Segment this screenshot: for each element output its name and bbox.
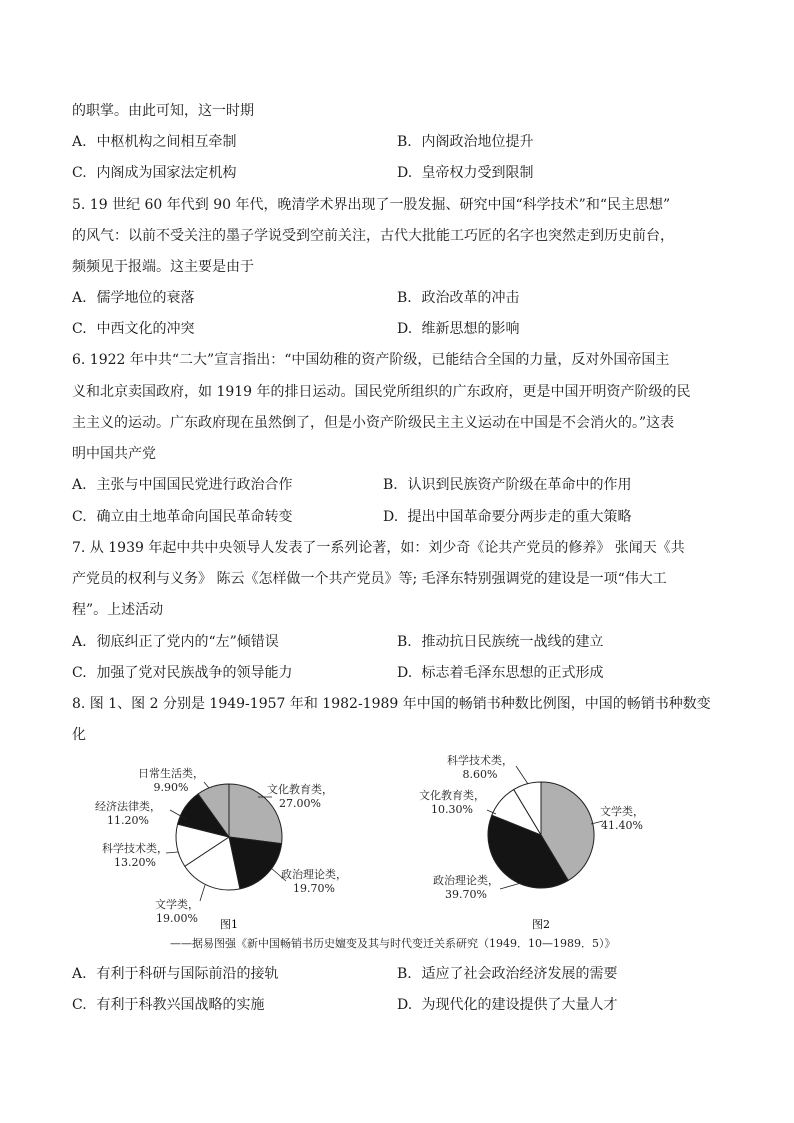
chart1-slice-value-label: 11.20% [107, 814, 149, 827]
option-text: 儒学地位的衰落 [96, 290, 195, 306]
q7-stem-line: 程”。上述活动 [72, 602, 164, 618]
chart1-slice-name-label: 科学技术类， [102, 842, 168, 855]
option-label: A. [72, 134, 87, 150]
q5-option-c[interactable] [72, 319, 194, 339]
q8-option-a[interactable] [72, 964, 278, 984]
q5-option-b[interactable] [397, 288, 519, 308]
option-label: A. [72, 290, 87, 306]
chart1-slice-name-label: 文学类， [155, 898, 199, 911]
option-text: 加强了党对民族战争的领导能力 [96, 665, 293, 681]
q4-option-c[interactable] [72, 163, 236, 183]
q8-stem-line: 8. 图 1、图 2 分别是 1949-1957 年和 1982-1989 年中国的畅销书种数比例图，中国的畅销书种数变 [72, 696, 711, 712]
option-label: B. [383, 477, 398, 493]
chart2-slice-value-label: 10.30% [431, 803, 473, 816]
q4-option-a[interactable] [72, 132, 236, 152]
option-label: B. [397, 966, 412, 982]
option-text: 有利于科教兴国战略的实施 [96, 997, 265, 1013]
option-label: D. [397, 665, 413, 681]
chart-source-citation: ——据易图强《新中国畅销书历史嬗变及其与时代变迁关系研究（1949．10—1989．5）》 [170, 937, 616, 950]
q6-stem-line: 明中国共产党 [72, 446, 156, 462]
q5-stem-line: 频频见于报端。这主要是由于 [72, 259, 254, 275]
option-label: C. [72, 165, 87, 181]
option-label: D. [397, 165, 413, 181]
chart1-slice-name-label: 政治理论类， [281, 868, 347, 881]
option-label: C. [72, 997, 87, 1013]
option-label: A. [72, 966, 87, 982]
chart1-slice-value-label: 19.70% [293, 882, 335, 895]
q6-stem-line: 义和北京卖国政府，如 1919 年的排日运动。国民党所组织的广东政府，更是中国开明资产阶级的民 [72, 384, 691, 400]
q8-stem-line: 化 [72, 727, 86, 743]
q4-option-b[interactable] [397, 132, 533, 152]
option-label: B. [397, 634, 412, 650]
option-text: 提出中国革命要分两步走的重大策略 [407, 509, 632, 525]
chart2-slice-value-label: 39.70% [445, 888, 487, 901]
q8-option-b[interactable] [397, 964, 617, 984]
q5-option-a[interactable] [72, 288, 194, 308]
q4-option-d[interactable] [397, 163, 533, 183]
q6-option-a[interactable] [72, 475, 292, 495]
option-label: D. [397, 997, 413, 1013]
option-text: 标志着毛泽东思想的正式形成 [421, 665, 604, 681]
option-text: 彻底纠正了党内的“左”倾错误 [96, 634, 279, 650]
q6-option-b[interactable] [383, 475, 631, 495]
chart1-leader-line [200, 885, 205, 901]
q5-option-d[interactable] [397, 319, 519, 339]
chart1-slice-name-label: 文化教育类， [267, 783, 333, 796]
chart-2-caption: 图2 [532, 918, 550, 931]
option-text: 维新思想的影响 [421, 321, 520, 337]
q7-option-b[interactable] [397, 632, 603, 652]
chart2-slice-name-label: 政治理论类， [433, 874, 499, 887]
chart1-slice-name-label: 经济法律类， [95, 800, 161, 813]
option-label: D. [397, 321, 413, 337]
option-label: A. [72, 477, 87, 493]
chart2-slice-name-label: 科学技术类， [447, 754, 513, 767]
option-text: 内阁成为国家法定机构 [96, 165, 237, 181]
option-text: 中枢机构之间相互牵制 [96, 134, 237, 150]
chart2-leader-line [500, 883, 521, 889]
q8-option-d[interactable] [397, 995, 617, 1015]
pie-charts-figure [0, 750, 794, 932]
q7-option-a[interactable] [72, 632, 279, 652]
option-label: B. [397, 290, 412, 306]
chart1-slice-value-label: 27.00% [279, 797, 321, 810]
option-text: 中西文化的冲突 [96, 321, 195, 337]
q5-stem-line: 5. 19 世纪 60 年代到 90 年代，晚清学术界出现了一股发掘、研究中国“科学技术”和“民主思想” [72, 197, 671, 213]
chart1-slice-name-label: 日常生活类， [138, 767, 204, 780]
chart2-slice-name-label: 文化教育类， [419, 789, 485, 802]
option-text: 确立由土地革命向国民革命转变 [96, 509, 293, 525]
option-text: 主张与中国国民党进行政治合作 [96, 477, 293, 493]
chart2-slice-value-label: 41.40% [601, 819, 643, 832]
chart1-slice-value-label: 13.20% [114, 856, 156, 869]
option-label: C. [72, 321, 87, 337]
chart2-leader-line [516, 766, 528, 784]
chart1-slice-value-label: 19.00% [156, 912, 198, 925]
q8-option-c[interactable] [72, 995, 264, 1015]
q6-option-c[interactable] [72, 507, 292, 527]
chart1-slice-value-label: 9.90% [153, 781, 189, 794]
q6-option-d[interactable] [383, 507, 631, 527]
q6-stem-line: 主主义的运动。广东政府现在虽然倒了，但是小资产阶级民主主义运动在中国是不会消火的。”这表 [72, 415, 675, 431]
option-label: A. [72, 634, 87, 650]
option-text: 为现代化的建设提供了大量人才 [421, 997, 618, 1013]
chart2-slice-value-label: 8.60% [462, 768, 498, 781]
chart-1-caption: 图1 [220, 918, 238, 931]
pie-chart-1 [95, 766, 347, 925]
option-text: 皇帝权力受到限制 [421, 165, 534, 181]
option-text: 有利于科研与国际前沿的接轨 [96, 966, 279, 982]
q7-option-c[interactable] [72, 663, 292, 683]
option-label: B. [397, 134, 412, 150]
q5-stem-line: 的风气：以前不受关注的墨子学说受到空前关注，古代大批能工巧匠的名字也突然走到历史前台， [72, 228, 674, 244]
q7-stem-line: 产党员的权利与义务》 陈云《怎样做一个共产党员》等; 毛泽东特别强调党的建设是一项“伟大工 [72, 571, 667, 587]
option-label: D. [383, 509, 399, 525]
chart2-slice-name-label: 文学类， [600, 805, 644, 818]
option-text: 政治改革的冲击 [421, 290, 520, 306]
question-continuation: 的职掌。由此可知，这一时期 [72, 103, 254, 119]
option-text: 推动抗日民族统一战线的建立 [421, 634, 604, 650]
q7-stem-line: 7. 从 1939 年起中共中央领导人发表了一系列论著，如：刘少奇《论共产党员的修养》 张闻天《共 [72, 540, 685, 556]
option-label: C. [72, 509, 87, 525]
q7-option-d[interactable] [397, 663, 603, 683]
q6-stem-line: 6. 1922 年中共“二大”宣言指出：“中国幼稚的资产阶级，已能结合全国的力量，反对外国帝国主 [72, 352, 670, 368]
pie-chart-2 [419, 753, 644, 901]
option-text: 内阁政治地位提升 [421, 134, 534, 150]
option-text: 认识到民族资产阶级在革命中的作用 [407, 477, 632, 493]
chart1-leader-line [204, 782, 209, 788]
option-label: C. [72, 665, 87, 681]
option-text: 适应了社会政治经济发展的需要 [421, 966, 618, 982]
